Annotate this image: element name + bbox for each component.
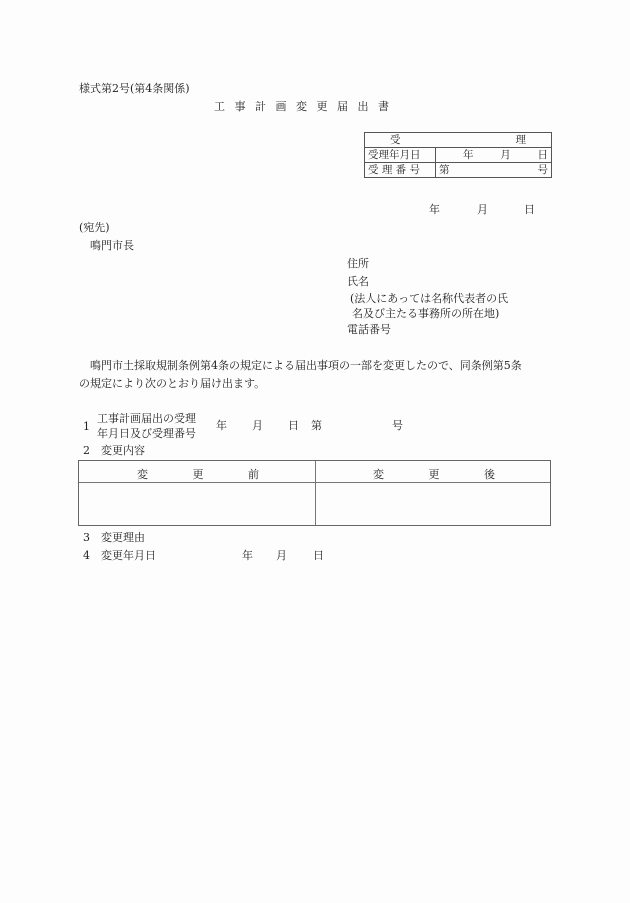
corporate-note-line2: 名及び主たる事務所の所在地) xyxy=(352,307,500,320)
addressee-name: 鳴門市長 xyxy=(90,239,134,252)
reception-box xyxy=(364,132,552,178)
reception-header-left: 受 xyxy=(390,134,401,146)
item4-year[interactable]: 年 xyxy=(242,549,253,562)
month-label: 月 xyxy=(500,149,511,161)
addressee-label: (宛先) xyxy=(79,221,110,234)
item1-number: 1 xyxy=(83,420,90,433)
change-table xyxy=(78,460,551,526)
item1-day[interactable]: 日 xyxy=(288,419,299,432)
before-header: 変 更 前 xyxy=(137,468,259,481)
item4-number: 4 xyxy=(83,549,90,562)
item1-label-line2: 年月日及び受理番号 xyxy=(97,427,196,440)
document-title: 工事計画変更届出書 xyxy=(214,100,399,113)
reception-number-label: 受 理 番 号 xyxy=(365,163,436,178)
item2-label: 変更内容 xyxy=(101,444,145,457)
item1-month[interactable]: 月 xyxy=(252,419,263,432)
item4-day[interactable]: 日 xyxy=(313,549,324,562)
phone-label[interactable]: 電話番号 xyxy=(347,323,391,336)
item4-month[interactable]: 月 xyxy=(276,549,287,562)
after-value-cell[interactable] xyxy=(316,483,550,525)
date-day: 日 xyxy=(524,203,535,216)
before-value-cell[interactable] xyxy=(79,483,315,525)
reception-number-field[interactable] xyxy=(436,163,552,178)
reception-header-right: 理 xyxy=(515,134,526,146)
address-label[interactable]: 住所 xyxy=(347,257,369,270)
reception-number-row xyxy=(365,163,552,178)
item1-number-suffix: 号 xyxy=(392,419,403,432)
after-header: 変 更 後 xyxy=(373,468,495,481)
item3-label: 変更理由 xyxy=(101,531,145,544)
day-label: 日 xyxy=(537,149,548,161)
date-year: 年 xyxy=(429,203,440,216)
reception-header-row xyxy=(365,133,552,148)
date-month: 月 xyxy=(477,203,488,216)
form-number: 様式第2号(第4条関係) xyxy=(79,82,190,95)
body-line2: の規定により次のとおり届け出ます。 xyxy=(79,377,266,390)
item4-label: 変更年月日 xyxy=(101,549,156,562)
item3-number: 3 xyxy=(83,531,90,544)
item2-number: 2 xyxy=(83,444,90,457)
reception-date-field[interactable] xyxy=(436,148,552,163)
body-line1: 鳴門市土採取規制条例第4条の規定による届出事項の一部を変更したので、同条例第5条 xyxy=(90,359,522,372)
number-prefix: 第 xyxy=(439,164,450,176)
reception-date-row xyxy=(365,148,552,163)
number-suffix: 号 xyxy=(537,164,548,176)
item1-year[interactable]: 年 xyxy=(216,419,227,432)
item1-number-prefix[interactable]: 第 xyxy=(311,419,322,432)
year-label: 年 xyxy=(463,149,474,161)
reception-date-label: 受理年月日 xyxy=(365,148,436,163)
corporate-note-line1: (法人にあっては名称代表者の氏 xyxy=(350,292,509,305)
name-label[interactable]: 氏名 xyxy=(347,275,369,288)
item1-label-line1: 工事計画届出の受理 xyxy=(97,412,196,425)
